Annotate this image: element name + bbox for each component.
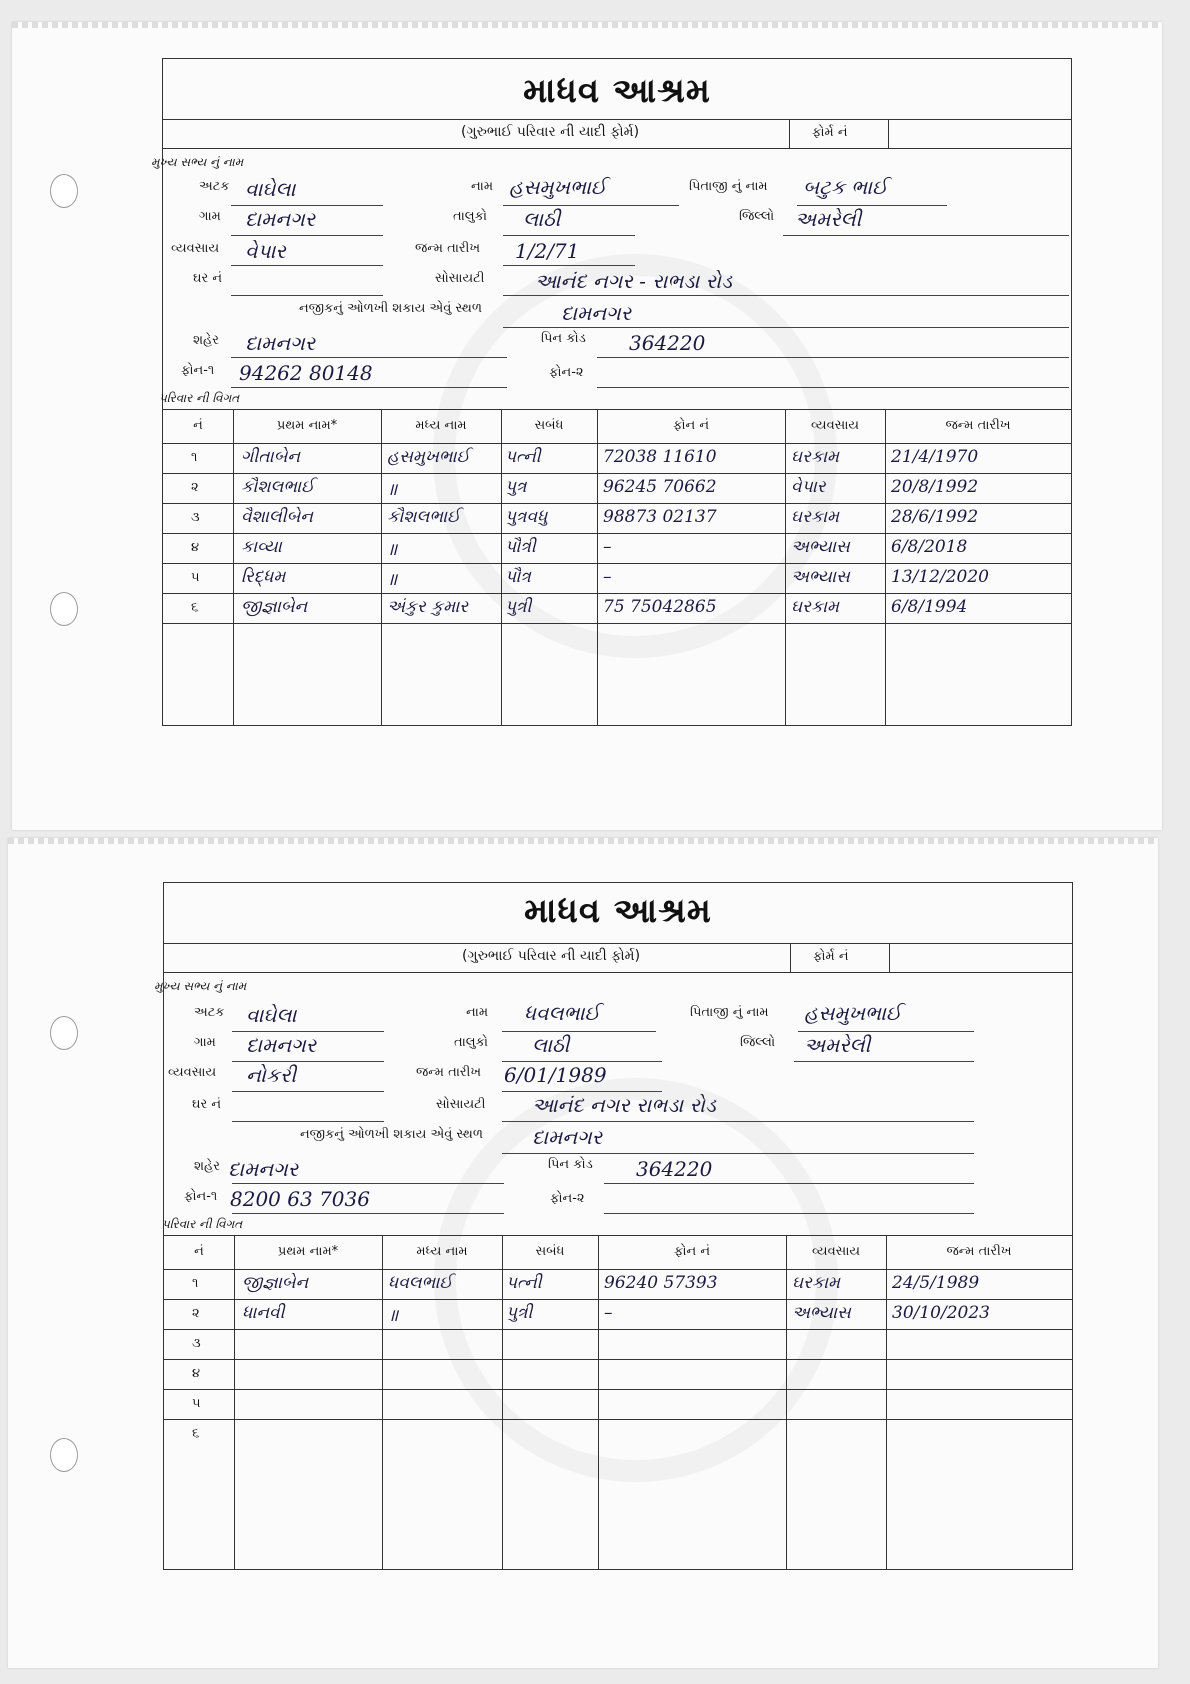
dob-cell[interactable]: 28/6/1992 — [891, 507, 979, 527]
phone-cell[interactable]: 75 75042865 — [603, 597, 717, 617]
phone1-line — [231, 387, 507, 388]
pin-value[interactable]: 364220 — [636, 1157, 713, 1181]
pin-label: પિન કોડ — [541, 331, 586, 346]
society-label: સોસાયટી — [435, 271, 485, 286]
table-row — [164, 1299, 1072, 1330]
occupation-cell[interactable]: ઘરકામ — [791, 507, 840, 527]
society-value[interactable]: આનંદ નગર - રાભડા રોડ — [535, 269, 732, 293]
occupation-cell[interactable]: અભ્યાસ — [791, 567, 850, 587]
middle-name-cell[interactable]: ॥ — [387, 570, 398, 590]
dob-value[interactable]: 6/01/1989 — [504, 1063, 607, 1087]
village-line — [231, 235, 383, 236]
relation-cell[interactable]: પત્ની — [505, 447, 541, 467]
house-line — [231, 295, 383, 296]
middle-name-cell[interactable]: કૌશલભાઈ — [387, 507, 461, 527]
row-number: ૫ — [192, 1396, 201, 1411]
dob-line — [502, 1091, 662, 1092]
phone-cell[interactable]: 98873 02137 — [603, 507, 717, 527]
row-number: ૪ — [192, 1366, 201, 1381]
occupation-cell[interactable]: ઘરકામ — [792, 1273, 841, 1293]
father-line — [797, 205, 947, 206]
society-label: સોસાયટી — [436, 1097, 486, 1112]
taluka-label: તાલુકો — [453, 209, 488, 224]
relation-cell[interactable]: પુત્ર — [505, 477, 527, 497]
district-value[interactable]: અમરેલી — [795, 207, 862, 231]
subtitle-row — [163, 119, 1071, 149]
phone1-label: ફોન-૧ — [184, 1189, 218, 1204]
col-header-first-name: પ્રથમ નામ* — [277, 1244, 339, 1259]
section-main-member: મુખ્ય સભ્ય નું નામ — [154, 979, 247, 993]
form-number-label: ફોર્મ નં — [813, 949, 849, 964]
table-row — [164, 1359, 1072, 1390]
city-value[interactable]: દામનગર — [228, 1157, 299, 1181]
form-number-value-cell[interactable] — [889, 944, 1072, 972]
table-row — [163, 563, 1071, 594]
col-header-dob: જન્મ તારીખ — [945, 418, 1011, 433]
row-number: ૧ — [191, 450, 198, 465]
row-number: ૩ — [191, 510, 200, 525]
form-title: માધવ આશ્રમ — [524, 891, 712, 931]
village-value[interactable]: દામનગર — [245, 207, 316, 231]
village-value[interactable]: દામનગર — [246, 1033, 317, 1057]
pin-value[interactable]: 364220 — [629, 331, 706, 355]
punch-hole — [50, 174, 78, 208]
form-sheet-2 — [8, 838, 1158, 1668]
surname-value[interactable]: વાઘેલા — [246, 1003, 297, 1027]
section-family-details: પરિવાર ની વિગત — [159, 391, 240, 405]
section-family-details: પરિવાર ની વિગત — [162, 1217, 243, 1231]
occupation-line — [232, 1091, 384, 1092]
city-value[interactable]: દામનગર — [245, 331, 316, 355]
phone-cell[interactable]: – — [603, 537, 612, 557]
house-label: ઘર નં — [193, 271, 223, 286]
surname-label: અટક — [199, 179, 230, 194]
punch-hole — [50, 1016, 78, 1050]
landmark-value[interactable]: દામનગર — [561, 301, 632, 325]
form-number-label-cell — [789, 120, 888, 148]
father-value[interactable]: બટુક ભાઈ — [803, 175, 888, 199]
table-row — [164, 1329, 1072, 1360]
occupation-label: વ્યવસાય — [171, 241, 220, 256]
middle-name-cell[interactable]: ॥ — [387, 480, 398, 500]
col-header-phone: ફોન નં — [672, 418, 710, 433]
table-row — [164, 1419, 1072, 1450]
landmark-label: નજીકનું ઓળખી શકાય એવું સ્થળ — [300, 1127, 483, 1142]
middle-name-cell[interactable]: ધવલભાઈ — [388, 1273, 453, 1293]
phone1-line — [232, 1213, 504, 1214]
father-label: પિતાજી નું નામ — [690, 1005, 769, 1020]
district-line — [783, 235, 1069, 236]
phone2-label: ફોન-૨ — [550, 1191, 585, 1206]
occupation-value[interactable]: વેપાર — [245, 239, 286, 263]
first-name-cell[interactable]: કાવ્યા — [241, 537, 282, 557]
dob-label: જન્મ તારીખ — [416, 1065, 482, 1080]
city-label: શહેર — [194, 1159, 220, 1174]
name-line — [503, 205, 679, 206]
occupation-line — [231, 265, 383, 266]
subtitle-row — [164, 943, 1072, 973]
society-line — [502, 1121, 974, 1122]
section-main-member: મુખ્ય સભ્ય નું નામ — [151, 155, 244, 169]
phone2-line — [604, 1213, 974, 1214]
table-bottom-border — [163, 623, 1071, 624]
family-table — [164, 1235, 1072, 1569]
form-subtitle: (ગુરુભાઈ પરિવાર ની યાદી ફોર્મ) — [461, 948, 641, 964]
landmark-value[interactable]: દામનગર — [532, 1125, 603, 1149]
name-value[interactable]: હસમુખભાઈ — [509, 175, 607, 199]
row-number: ૧ — [192, 1276, 199, 1291]
landmark-label: નજીકનું ઓળખી શકાય એવું સ્થળ — [299, 301, 482, 316]
phone1-value[interactable]: 8200 63 7036 — [230, 1187, 370, 1211]
phone-cell[interactable]: 72038 11610 — [603, 447, 717, 467]
phone2-line — [597, 387, 1069, 388]
relation-cell[interactable]: પુત્રી — [505, 597, 532, 617]
name-label: નામ — [466, 1005, 489, 1020]
surname-line — [231, 205, 383, 206]
row-number: ૨ — [192, 1306, 200, 1321]
occupation-cell[interactable]: વેપાર — [791, 477, 826, 497]
name-value[interactable]: ધવલભાઈ — [524, 1001, 600, 1025]
society-line — [503, 295, 1069, 296]
taluka-line — [503, 235, 635, 236]
phone2-label: ફોન-૨ — [549, 365, 584, 380]
form-number-label-cell — [790, 944, 889, 972]
district-line — [794, 1061, 974, 1062]
dob-cell[interactable]: 30/10/2023 — [892, 1303, 990, 1323]
father-label: પિતાજી નું નામ — [689, 179, 768, 194]
house-label: ઘર નં — [192, 1097, 222, 1112]
first-name-cell[interactable]: ધાનવી — [242, 1303, 285, 1323]
name-line — [502, 1031, 656, 1032]
punch-hole — [50, 1438, 78, 1472]
form-subtitle: (ગુરુભાઈ પરિવાર ની યાદી ફોર્મ) — [460, 124, 640, 140]
dob-value[interactable]: 1/2/71 — [515, 239, 580, 263]
row-number: ૨ — [191, 480, 199, 495]
punch-hole — [50, 592, 78, 626]
middle-name-cell[interactable]: હસમુખભાઈ — [387, 447, 470, 467]
district-label: જિલ્લો — [740, 1035, 776, 1050]
row-number: ૩ — [192, 1336, 201, 1351]
surname-value[interactable]: વાઘેલા — [245, 177, 296, 201]
city-line — [231, 357, 507, 358]
col-header-relation: સબંધ — [534, 418, 564, 433]
pin-label: પિન કોડ — [548, 1157, 593, 1172]
row-number: ૬ — [192, 1426, 200, 1441]
table-row — [163, 533, 1071, 564]
registration-form — [154, 882, 1073, 1570]
table-row — [164, 1389, 1072, 1420]
form-number-label: ફોર્મ નં — [812, 125, 848, 140]
taluka-line — [502, 1061, 662, 1062]
relation-cell[interactable]: પુત્રવધુ — [505, 507, 548, 527]
village-label: ગામ — [194, 1035, 216, 1050]
pin-line — [597, 357, 1069, 358]
house-line — [232, 1121, 384, 1122]
perforation — [8, 838, 1158, 844]
middle-name-cell[interactable]: ॥ — [388, 1306, 399, 1326]
form-sheet-1 — [12, 22, 1162, 830]
perforation — [12, 22, 1162, 28]
form-number-value-cell[interactable] — [888, 120, 1071, 148]
col-header-relation: સબંધ — [535, 1244, 565, 1259]
dob-cell[interactable]: 24/5/1989 — [892, 1273, 980, 1293]
first-name-cell[interactable]: રિદ્ધમ — [241, 567, 286, 587]
taluka-label: તાલુકો — [454, 1035, 489, 1050]
occupation-label: વ્યવસાય — [168, 1065, 217, 1080]
table-row — [163, 443, 1071, 474]
row-number: ૪ — [191, 540, 200, 555]
dob-cell[interactable]: 6/8/2018 — [891, 537, 968, 557]
occupation-cell[interactable]: અભ્યાસ — [791, 537, 850, 557]
row-number: ૬ — [191, 600, 199, 615]
dob-line — [503, 265, 635, 266]
father-line — [798, 1031, 974, 1032]
dob-cell[interactable]: 13/12/2020 — [891, 567, 989, 587]
relation-cell[interactable]: પુત્રી — [506, 1303, 533, 1323]
surname-line — [232, 1031, 384, 1032]
col-header-occupation: વ્યવસાય — [810, 418, 860, 433]
col-header-middle-name: મધ્ય નામ — [415, 418, 467, 433]
first-name-cell[interactable]: વૈશાલીબેન — [241, 507, 313, 527]
col-header-first-name: પ્રથમ નામ* — [276, 418, 338, 433]
village-label: ગામ — [199, 209, 221, 224]
first-name-cell[interactable]: જીજ્ઞાબેન — [242, 1273, 309, 1293]
district-label: જિલ્લો — [739, 209, 775, 224]
district-value[interactable]: અમરેલી — [804, 1033, 871, 1057]
dob-cell[interactable]: 21/4/1970 — [891, 447, 979, 467]
table-header-row — [164, 1235, 1072, 1259]
row-number: ૫ — [191, 570, 200, 585]
col-header-dob: જન્મ તારીખ — [946, 1244, 1012, 1259]
surname-label: અટક — [194, 1005, 225, 1020]
form-title: માધવ આશ્રમ — [523, 71, 711, 111]
occupation-cell[interactable]: ઘરકામ — [791, 597, 840, 617]
society-value[interactable]: આનંદ નગર રાભડા રોડ — [532, 1093, 716, 1117]
father-value[interactable]: હસમુખભાઈ — [804, 1001, 902, 1025]
table-header-row — [163, 409, 1071, 433]
col-header-occupation: વ્યવસાય — [811, 1244, 861, 1259]
phone-cell[interactable]: – — [604, 1303, 613, 1323]
table-row — [163, 503, 1071, 534]
middle-name-cell[interactable]: અંકુર કુમાર — [387, 597, 469, 617]
taluka-value[interactable]: લાઠી — [523, 207, 561, 231]
phone-cell[interactable]: – — [603, 567, 612, 587]
phone1-value[interactable]: 94262 80148 — [239, 361, 373, 385]
occupation-cell[interactable]: અભ્યાસ — [792, 1303, 851, 1323]
middle-name-cell[interactable]: ॥ — [387, 540, 398, 560]
dob-cell[interactable]: 20/8/1992 — [891, 477, 979, 497]
first-name-cell[interactable]: જીજ્ઞાબેન — [241, 597, 308, 617]
first-name-cell[interactable]: કૌશલભાઈ — [241, 477, 315, 497]
taluka-value[interactable]: લાઠી — [532, 1033, 570, 1057]
occupation-value[interactable]: નોકરી — [246, 1063, 297, 1087]
phone-cell[interactable]: 96240 57393 — [604, 1273, 718, 1293]
name-label: નામ — [471, 179, 494, 194]
dob-cell[interactable]: 6/8/1994 — [891, 597, 968, 617]
col-header-phone: ફોન નં — [673, 1244, 711, 1259]
col-header-no: નં — [193, 418, 203, 433]
city-label: શહેર — [193, 333, 219, 348]
relation-cell[interactable]: પૌત્રી — [505, 537, 536, 557]
city-line — [232, 1183, 504, 1184]
table-row — [164, 1269, 1072, 1300]
landmark-line — [503, 327, 1069, 328]
table-row — [163, 593, 1071, 624]
registration-form — [151, 58, 1072, 726]
relation-cell[interactable]: પૌત્ર — [505, 567, 531, 587]
landmark-line — [502, 1153, 974, 1154]
col-header-middle-name: મધ્ય નામ — [416, 1244, 468, 1259]
village-line — [232, 1061, 384, 1062]
dob-label: જન્મ તારીખ — [415, 241, 481, 256]
family-table — [163, 409, 1071, 725]
occupation-cell[interactable]: ઘરકામ — [791, 447, 840, 467]
phone-cell[interactable]: 96245 70662 — [603, 477, 717, 497]
table-row — [163, 473, 1071, 504]
first-name-cell[interactable]: ગીતાબેન — [241, 447, 301, 467]
relation-cell[interactable]: પત્ની — [506, 1273, 542, 1293]
phone1-label: ફોન-૧ — [181, 363, 215, 378]
pin-line — [604, 1183, 974, 1184]
col-header-no: નં — [194, 1244, 204, 1259]
